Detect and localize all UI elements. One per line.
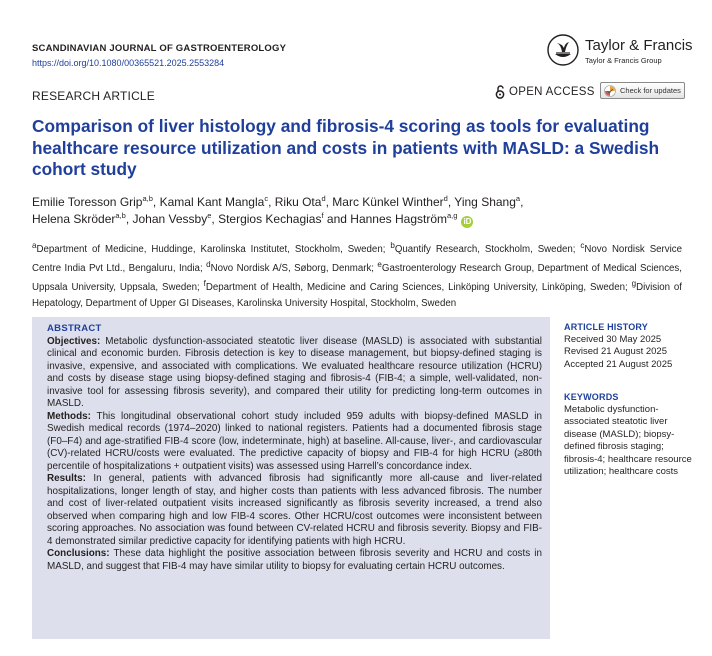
article-history-heading: ARTICLE HISTORY: [564, 322, 649, 332]
publisher-block: [547, 34, 697, 70]
abstract-section-label: Conclusions:: [47, 548, 110, 559]
check-updates-button[interactable]: [600, 82, 685, 99]
keywords-text: Metabolic dysfunction-associated steatotic liver disease (MASLD); biopsy-defined fibrosis staging; fibrosis-4; healthcare resource utilization; healthcare costs: [564, 403, 692, 477]
affiliation-key: a: [32, 241, 37, 250]
affiliation-text: Quantify Research, Stockholm, Sweden;: [394, 244, 576, 256]
abstract-section-text: In general, patients with advanced fibrosis had significantly more all-cause and liver-related hospitalizations, longer length of stay, and higher costs than patients with less advanced fibrosis. The number and cost of liver-related outpatient visits increased significantly as fibrosis severity increased, a trend also observed when comparing high and low FIB-4 scores. Other HCRU/cost outcomes were inconsistent between scoring approaches. No association was found between CV-related HCRU and fibrosis severity. Biopsy and FIB-4 demonstrated similar predictive capacity for identifying patients with high HCRU.: [47, 473, 542, 547]
abstract-methods: [47, 411, 542, 474]
author-name[interactable]: Marc Künkel Winther: [332, 195, 444, 209]
check-updates-label: Check for updates: [620, 86, 681, 95]
author-name[interactable]: Kamal Kant Mangla: [159, 195, 265, 209]
author-list: Emilie Toresson Grip$^{a,b}$, Kamal Kant Mangla$^c$, Riku Ota$^d$, Marc Künkel Winther$^d$, Ying Shang$^a$, Helena Skröder$^{a,b}$, Johan Vessby$^e$, Stergios Kechagias$^f$ and Hannes Hagström$^{a,g}$iD: [32, 194, 524, 226]
abstract-results: [47, 473, 542, 548]
abstract-section-label: Methods:: [47, 410, 91, 422]
author-affiliation-marker: d: [321, 194, 326, 203]
author-name[interactable]: Ying Shang: [454, 195, 516, 209]
author-name[interactable]: Johan Vessby: [132, 212, 208, 226]
received-date: Received 30 May 2025: [564, 333, 662, 345]
journal-name: SCANDINAVIAN JOURNAL OF GASTROENTEROLOGY: [32, 43, 287, 54]
affiliations: [32, 238, 682, 311]
open-access-label: OPEN ACCESS: [509, 86, 595, 98]
revised-date: Revised 21 August 2025: [564, 346, 667, 357]
abstract-section-text: This longitudinal observational cohort study included 959 adults with biopsy-defined MASLD in Swedish medical records (1974–2020) linked to national registers. Patients had a documented fibrosis stage (F0–F4) and age-stratified FIB-4 score (low, indeterminate, high) at baseline. All-cause, liver-, and cardiovascular (CV)-related HCRU/costs were evaluated. The predictive capacity of biopsy and FIB-4 for high HCRU (≥80th percentile of hospitalizations + outpatient visits) was assessed using Harrell’s concordance index.: [47, 410, 542, 472]
affiliation-key: c: [580, 241, 585, 250]
author-affiliation-marker: d: [443, 194, 448, 203]
doi-link[interactable]: https://doi.org/10.1080/00365521.2025.2553284: [32, 58, 225, 68]
author-affiliation-marker: c: [264, 194, 269, 203]
abstract-heading: ABSTRACT: [47, 323, 102, 334]
author-name[interactable]: Hannes Hagström: [350, 212, 447, 226]
author-affiliation-marker: f: [321, 211, 324, 220]
affiliation-key: f: [203, 279, 206, 289]
author-name[interactable]: Riku Ota: [274, 195, 322, 209]
abstract-section-text: These data highlight the positive association between fibrosis severity and HCRU and costs in MASLD, and suggest that FIB-4 may have similar utility to biopsy for evaluating certain HCRU outcomes.: [47, 548, 542, 572]
abstract-section-label: Objectives:: [47, 335, 101, 347]
affiliation-text: Department of Medicine, Huddinge, Karolinska Institutet, Stockholm, Sweden;: [36, 244, 386, 256]
author-affiliation-marker: e: [207, 211, 212, 220]
author-affiliation-marker: a,b: [115, 211, 126, 220]
affiliation-key: b: [390, 241, 395, 250]
open-access-lock-icon: [495, 85, 505, 99]
affiliation-text: Novo Nordisk A/S, Søborg, Denmark;: [210, 263, 374, 275]
author-name[interactable]: Emilie Toresson Grip: [32, 195, 143, 209]
accepted-date: Accepted 21 August 2025: [564, 358, 673, 370]
article-title: Comparison of liver histology and fibrosis-4 scoring as tools for evaluating healthcare resource utilization and costs in patients with MASLD: a Swedish cohort study: [32, 116, 660, 179]
author-affiliation-marker: a,g: [447, 211, 458, 220]
author-affiliation-marker: a: [515, 194, 521, 203]
abstract-box: [32, 317, 550, 639]
affiliation-key: g: [631, 279, 637, 289]
author-conjunction: and: [326, 212, 347, 226]
affiliation-text: Gastroenterology Research Group, Department of Medical Sciences, Uppsala University, Uppsala, Sweden;: [32, 263, 682, 294]
abstract-section-text: Metabolic dysfunction-associated steatotic liver disease (MASLD) is associated with substantial clinical and economic burden. Fibrosis detection is key to disease management, but biopsy-defined staging is invasive, expensive, and associated with complications. We evaluated healthcare resource utilization (HCRU) and costs by disease stage using biopsy-defined staging and fibrosis-4 (FIB-4; a simple, well-validated, non-invasive tool for assessing fibrosis severity), and compared their utility for predicting long-term outcomes in MASLD.: [47, 335, 542, 409]
publisher-name: Taylor & Francis: [585, 37, 693, 54]
abstract-conclusions: [47, 548, 542, 573]
article-type: RESEARCH ARTICLE: [32, 89, 156, 103]
abstract-objectives: [47, 336, 542, 411]
orcid-icon[interactable]: iD: [463, 217, 472, 226]
affiliation-text: Novo Nordisk Service Centre India Pvt Ltd., Bengaluru, India;: [32, 244, 682, 275]
affiliation-text: Department of Health, Medicine and Caring Sciences, Linköping University, Linköping, Sweden;: [205, 282, 628, 294]
check-updates-icon: [604, 85, 616, 97]
keywords-heading: KEYWORDS: [564, 392, 619, 402]
abstract-section-label: Results:: [47, 473, 86, 484]
open-access-badge: [495, 84, 595, 100]
author-name[interactable]: Stergios Kechagias: [218, 212, 322, 226]
publisher-group: Taylor & Francis Group: [585, 56, 662, 65]
sidebar: [564, 321, 694, 479]
taylor-francis-logo-icon: [547, 34, 579, 66]
affiliation-key: e: [377, 260, 382, 270]
affiliation-key: d: [206, 260, 211, 270]
author-name[interactable]: Helena Skröder: [32, 212, 116, 226]
affiliation-text: Division of Hepatology, Department of Upper GI Diseases, Karolinska University Hospital, Stockholm, Sweden: [32, 282, 682, 309]
author-affiliation-marker: a,b: [142, 194, 153, 203]
